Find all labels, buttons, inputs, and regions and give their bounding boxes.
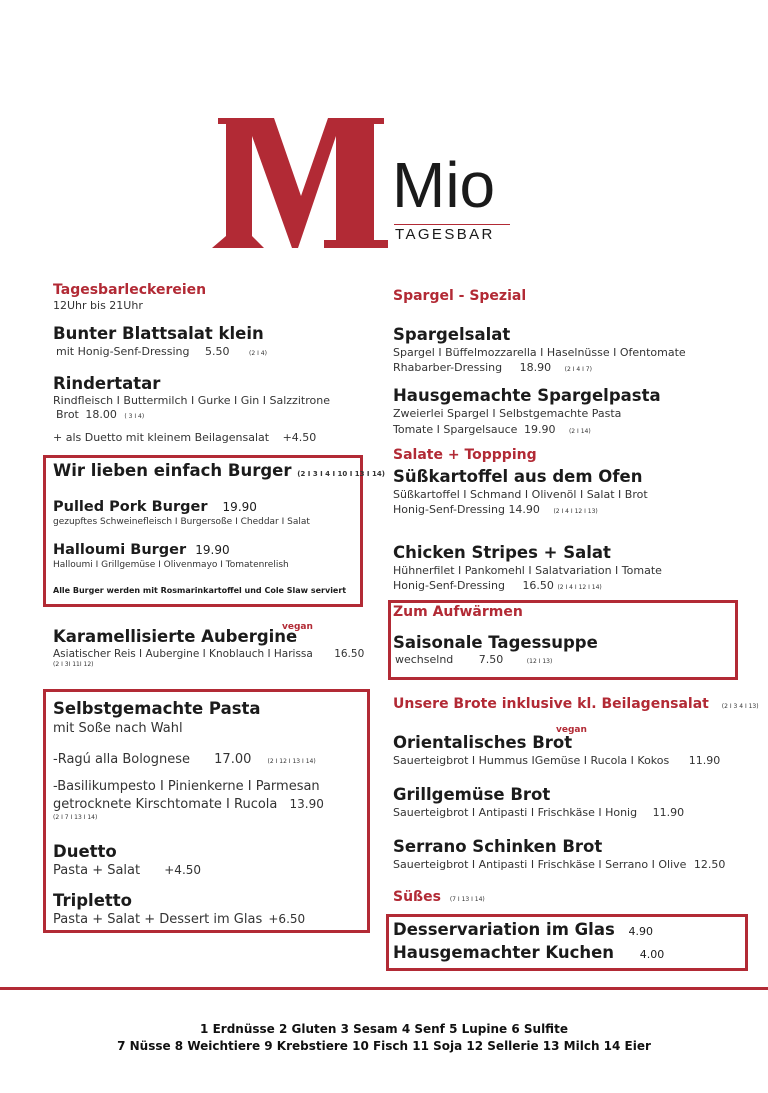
dessert-item-2: Hausgemachter Kuchen 4.00 [393,943,665,962]
item-desc-serrano: Sauerteigbrot I Antipasti I Frischkäse I Serrano I Olive 12.50 [393,858,726,871]
item-title-grill: Grillgemüse Brot [393,785,551,804]
item-price-chicken: Honig-Senf-Dressing 16.50 (2 I 4 I 12 I 14) [393,579,602,592]
item-desc-chicken: Hühnerfilet I Pankomehl I Salatvariation I Tomate [393,564,662,577]
item-desc-pulled-pork: gezupftes Schweinefleisch I Burgersoße I Cheddar I Salat [53,517,310,527]
item-title-suesskartoffel: Süßkartoffel aus dem Ofen [393,467,643,486]
logo-divider [394,224,510,225]
tripletto-title: Tripletto [53,891,133,910]
allergen-legend-line1: 1 Erdnüsse 2 Gluten 3 Sesam 4 Senf 5 Lupine 6 Sulfite [200,1022,568,1036]
vegan-tag-orient: vegan [556,725,587,735]
item-desc-suesskartoffel: Süßkartoffel I Schmand I Olivenöl I Salat I Brot [393,488,648,501]
item-title-blattsalat: Bunter Blattsalat klein [53,324,264,343]
duetto-desc: Pasta + Salat +4.50 [53,863,202,878]
item-desc-spargelsalat: Spargel I Büffelmozzarella I Haselnüsse I Ofentomate [393,346,686,359]
logo-subtitle: TAGESBAR [395,226,495,243]
section-title-aufwaermen: Zum Aufwärmen [393,604,523,620]
item-title-spargelpasta: Hausgemachte Spargelpasta [393,386,661,405]
item-title-rindertatar: Rindertatar [53,374,161,393]
burger-box-title: Wir lieben einfach Burger (2 I 3 I 4 I 10 I 13 I 14) [53,461,385,480]
section-title-tagesbar: Tagesbarleckereien [53,282,207,298]
vegan-tag-aubergine: vegan [282,622,313,632]
item-desc-aubergine: Asiatischer Reis I Aubergine I Knoblauch I Harissa 16.50 [53,648,365,660]
logo-wordmark: Mio [392,149,496,221]
pasta-title: Selbstgemachte Pasta [53,699,261,718]
allergen-legend-line2: 7 Nüsse 8 Weichtiere 9 Krebstiere 10 Fisch 11 Soja 12 Sellerie 13 Milch 14 Eier [117,1039,651,1053]
item-desc-grill: Sauerteigbrot I Antipasti I Frischkäse I Honig 11.90 [393,806,685,819]
item-title-chicken: Chicken Stripes + Salat [393,543,611,562]
section-title-suesses: Süßes (7 I 13 I 14) [393,889,485,905]
item-desc-blattsalat: mit Honig-Senf-Dressing 5.50 (2 I 4) [56,345,267,358]
opening-hours: 12Uhr bis 21Uhr [53,299,143,312]
item-title-serrano: Serrano Schinken Brot [393,837,603,856]
section-title-brote: Unsere Brote inklusive kl. Beilagensalat (2 I 3 4 I 13) [393,696,759,712]
codes-aubergine: (2 I 3I 11I 12) [53,661,94,668]
item-desc-halloumi: Halloumi I Grillgemüse I Olivenmayo I Tomatenrelish [53,560,289,570]
dessert-item-1: Desservariation im Glas 4.90 [393,920,654,939]
item-price-suesskartoffel: Honig-Senf-Dressing 14.90 (2 I 4 I 12 I 13) [393,503,598,516]
burger-note: Alle Burger werden mit Rosmarinkartoffel und Cole Slaw serviert [53,586,347,595]
item-title-aubergine: Karamellisierte Aubergine [53,627,298,646]
item-price-rindertatar: Brot 18.00 ( 3 I 4) [56,408,145,421]
item-desc-spargelpasta: Zweierlei Spargel I Selbstgemachte Pasta [393,407,622,420]
item-price-spargelpasta: Tomate I Spargelsauce 19.90 (2 I 14) [393,423,591,436]
section-title-salate: Salate + Toppping [393,447,537,463]
item-pulled-pork: Pulled Pork Burger 19.90 [53,499,257,515]
item-desc-rindertatar: Rindfleisch I Buttermilch I Gurke I Gin I Salzzitrone [53,394,330,407]
logo-m-letter [212,118,390,248]
item-title-suppe: Saisonale Tagessuppe [393,633,598,652]
item-extra-rindertatar: + als Duetto mit kleinem Beilagensalat +4.50 [53,431,317,444]
pasta-pesto-line1: -Basilikumpesto I Pinienkerne I Parmesan [53,779,320,794]
pasta-ragu: -Ragú alla Bolognese 17.00 (2 I 12 I 13 I 14) [53,752,316,767]
pasta-subtitle: mit Soße nach Wahl [53,721,183,736]
item-desc-suppe: wechselnd 7.50 (12 I 13) [395,653,553,666]
item-price-spargelsalat: Rhabarber-Dressing 18.90 (2 I 4 I 7) [393,361,592,374]
item-halloumi: Halloumi Burger 19.90 [53,542,230,558]
pasta-pesto-codes: (2 I 7 I 13 I 14) [53,814,98,821]
duetto-title: Duetto [53,842,117,861]
item-title-orient: Orientalisches Brot [393,733,573,752]
section-title-spargel: Spargel - Spezial [393,288,527,304]
item-desc-orient: Sauerteigbrot I Hummus IGemüse I Rucola I Kokos 11.90 [393,754,721,767]
pasta-pesto-line2: getrocknete Kirschtomate I Rucola 13.90 [53,797,324,812]
tripletto-desc: Pasta + Salat + Dessert im Glas +6.50 [53,912,306,927]
item-title-spargelsalat: Spargelsalat [393,325,511,344]
footer-divider [0,987,768,990]
